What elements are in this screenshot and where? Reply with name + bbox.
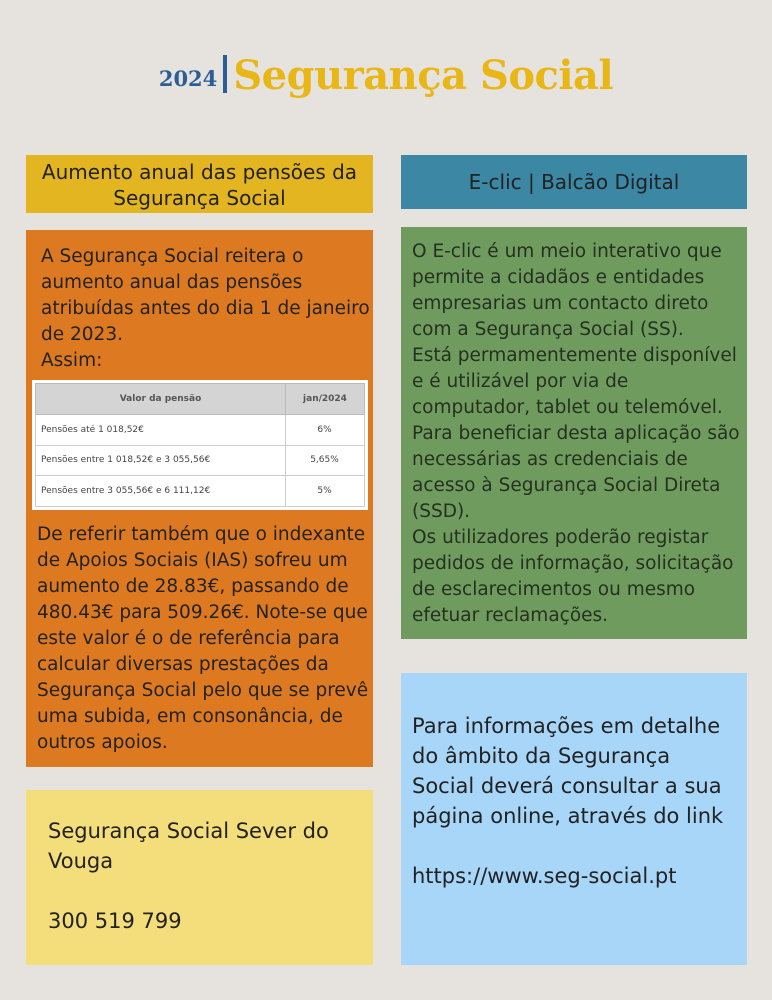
info-text: Para informações em detalhe do âmbito da Segurança Social deverá consultar a sua página online, através do link xyxy=(412,714,724,828)
pension-table-header-value: Valor da pensão xyxy=(36,384,286,415)
header-divider xyxy=(223,55,227,93)
pension-table-header-date: jan/2024 xyxy=(286,384,365,415)
pensions-title-line1: Aumento anual das pensões da xyxy=(41,160,358,184)
eclic-content-box xyxy=(401,227,747,639)
table-row xyxy=(36,445,365,476)
eclic-paragraph-1: O E-clic é um meio interativo que permite a cidadãos e entidades empresarias um contacto direto com a Segurança Social (SS). xyxy=(412,241,722,340)
eclic-paragraph-3: Para beneficiar desta aplicação são necessárias as credenciais de acesso à Segurança Social Direta (SSD). xyxy=(412,423,740,522)
eclic-paragraph-2: Está permamentemente disponível e é utilizável por via de computador, tablet ou telemóvel. xyxy=(412,345,737,418)
eclic-paragraph-4: Os utilizadores poderão registar pedidos de informação, solicitação de esclarecimentos ou mesmo efetuar reclamações. xyxy=(412,527,734,626)
pensions-intro-text: A Segurança Social reitera o aumento anual das pensões atribuídas antes do dia 1 de janeiro de 2023. xyxy=(41,246,370,345)
pension-row-value: 5% xyxy=(286,476,365,507)
pensions-title-box xyxy=(26,155,373,213)
table-row xyxy=(36,415,365,446)
pension-row-value: 5,65% xyxy=(286,445,365,476)
header-year: 2024 xyxy=(158,66,218,91)
table-row xyxy=(36,476,365,507)
pension-table xyxy=(32,380,368,510)
page-title: Segurança Social xyxy=(233,52,614,99)
pension-row-label: Pensões entre 3 055,56€ e 6 111,12€ xyxy=(36,476,286,507)
ias-paragraph: De referir também que o indexante de Apoios Sociais (IAS) sofreu um aumento de 28.83€, passando de 480.43€ para 509.26€. Note-se que este valor é o de referência para calcular diversas prestações da Segurança Social pelo que se prevê uma subida, em consonância, de outros apoios. xyxy=(37,524,369,753)
contact-name: Segurança Social Sever do Vouga xyxy=(48,819,329,873)
eclic-title-box xyxy=(401,155,747,209)
pensions-intro xyxy=(41,244,371,374)
info-box xyxy=(401,673,747,965)
info-link[interactable]: https://www.seg-social.pt xyxy=(412,864,677,888)
pensions-intro-tail: Assim: xyxy=(41,350,103,371)
contact-box xyxy=(26,790,373,965)
eclic-title: E-clic | Balcão Digital xyxy=(468,170,680,194)
pensions-title-line2: Segurança Social xyxy=(113,186,286,210)
page-header xyxy=(0,52,772,99)
pension-row-label: Pensões até 1 018,52€ xyxy=(36,415,286,446)
pensions-content-box xyxy=(26,230,373,767)
pension-row-value: 6% xyxy=(286,415,365,446)
pension-row-label: Pensões entre 1 018,52€ e 3 055,56€ xyxy=(36,445,286,476)
contact-phone: 300 519 799 xyxy=(48,909,182,933)
